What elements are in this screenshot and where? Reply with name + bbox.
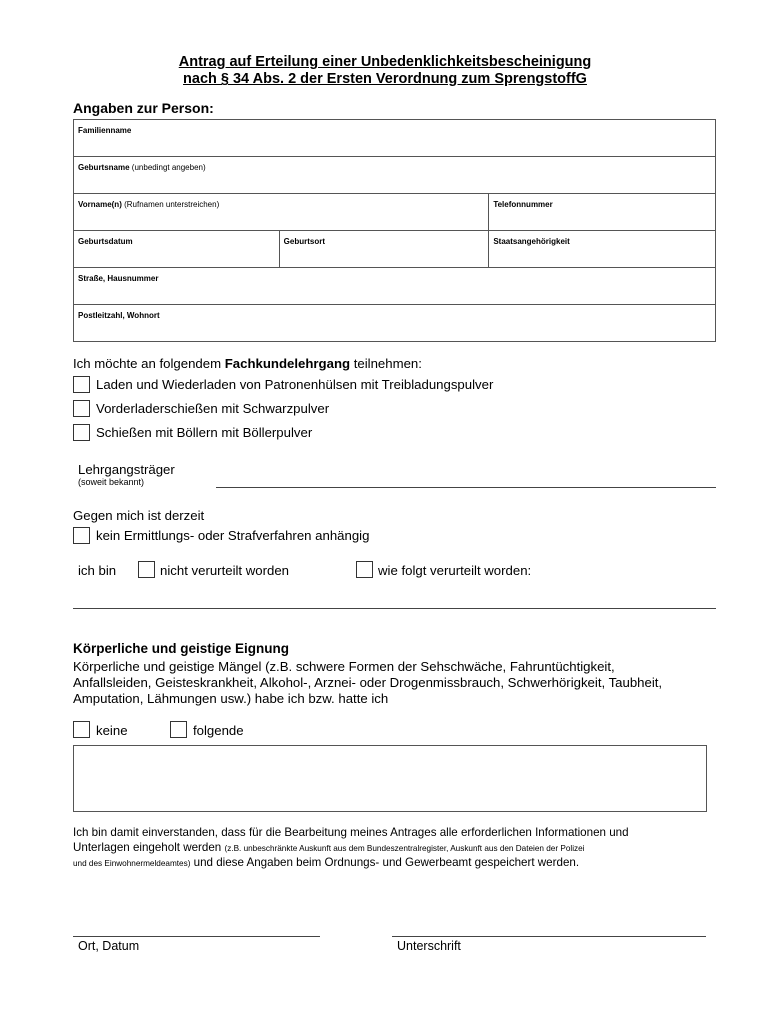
course-option-2-label: Vorderladerschießen mit Schwarzpulver xyxy=(96,401,330,416)
convicted-label: wie folgt verurteilt worden: xyxy=(378,563,532,578)
course-option-3-label: Schießen mit Böllern mit Böllerpulver xyxy=(96,425,313,440)
plz-ort-label: Postleitzahl, Wohnort xyxy=(78,311,160,320)
geburtsort-field[interactable] xyxy=(279,231,489,268)
course-intro-pre: Ich möchte an folgendem xyxy=(73,356,225,371)
strasse-field[interactable] xyxy=(74,268,716,305)
consent-line-3 xyxy=(73,856,579,869)
consent-line-2 xyxy=(73,841,584,854)
form-title-line-1: Antrag auf Erteilung einer Unbedenklichkeitsbescheinigung xyxy=(178,54,592,70)
lehrgangstraeger-label: Lehrgangsträger xyxy=(78,462,175,477)
conviction-details-line[interactable] xyxy=(73,608,716,609)
keine-checkbox[interactable] xyxy=(73,721,90,738)
person-section-heading: Angaben zur Person: xyxy=(73,100,214,116)
vorname-label: Vorname(n) xyxy=(78,200,122,209)
consent-line-3-post: und diese Angaben beim Ordnungs- und Gewerbeamt gespeichert werden. xyxy=(190,856,580,869)
person-details-table xyxy=(73,119,716,342)
course-option-3-checkbox[interactable] xyxy=(73,424,90,441)
course-option-1-label: Laden und Wiederladen von Patronenhülsen mit Treibladungspulver xyxy=(96,377,494,392)
fitness-heading: Körperliche und geistige Eignung xyxy=(73,641,290,656)
geburtsname-hint: (unbedingt angeben) xyxy=(129,163,206,172)
consent-line-2-small: (z.B. unbeschränkte Auskunft aus dem Bundeszentralregister, Auskunft aus den Dateien der Polizei xyxy=(224,844,585,853)
fitness-text-line-1: Körperliche und geistige Mängel (z.B. schwere Formen der Sehschwäche, Fahruntüchtigkeit, xyxy=(73,659,615,674)
convicted-checkbox[interactable] xyxy=(356,561,373,578)
not-convicted-checkbox[interactable] xyxy=(138,561,155,578)
course-intro-post: teilnehmen: xyxy=(350,356,422,371)
unterschrift-label: Unterschrift xyxy=(397,939,461,953)
folgende-label: folgende xyxy=(193,723,244,738)
strasse-label: Straße, Hausnummer xyxy=(78,274,159,283)
folgende-checkbox[interactable] xyxy=(170,721,187,738)
telefon-label: Telefonnummer xyxy=(493,200,553,209)
vorname-hint: (Rufnamen unterstreichen) xyxy=(121,200,220,209)
course-option-1-checkbox[interactable] xyxy=(73,376,90,393)
geburtsdatum-field[interactable] xyxy=(74,231,280,268)
lehrgangstraeger-hint: (soweit bekannt) xyxy=(78,477,145,487)
course-option-2-checkbox[interactable] xyxy=(73,400,90,417)
geburtsdatum-label: Geburtsdatum xyxy=(78,237,133,246)
fitness-text-line-2: Anfallsleiden, Geisteskrankheit, Alkohol-, Arznei- oder Drogenmissbrauch, Schwerhörigkeit, Taubheit, xyxy=(73,675,663,690)
ort-datum-line[interactable] xyxy=(73,936,320,937)
geburtsort-label: Geburtsort xyxy=(283,237,326,246)
legal-intro: Gegen mich ist derzeit xyxy=(73,508,205,523)
vorname-field[interactable] xyxy=(74,194,489,231)
consent-line-3-small: und des Einwohnermeldeamtes) xyxy=(73,859,191,868)
ich-bin-label: ich bin xyxy=(78,563,117,578)
familienname-field[interactable] xyxy=(74,120,716,157)
consent-line-1: Ich bin damit einverstanden, dass für die Bearbeitung meines Antrages alle erforderlichen Informationen und xyxy=(73,826,629,839)
keine-label: keine xyxy=(96,723,128,738)
unterschrift-line[interactable] xyxy=(392,936,706,937)
fitness-details-box[interactable] xyxy=(73,745,707,812)
no-proceedings-checkbox[interactable] xyxy=(73,527,90,544)
no-proceedings-label: kein Ermittlungs- oder Strafverfahren anhängig xyxy=(96,528,370,543)
geburtsname-label: Geburtsname xyxy=(78,163,130,172)
course-intro-bold: Fachkundelehrgang xyxy=(224,356,351,371)
course-intro xyxy=(73,356,422,371)
plz-ort-field[interactable] xyxy=(74,305,716,342)
telefon-field[interactable] xyxy=(489,194,716,231)
form-title-line-2: nach § 34 Abs. 2 der Ersten Verordnung zum SprengstoffG xyxy=(183,71,587,87)
lehrgangstraeger-input-line[interactable] xyxy=(216,487,716,488)
geburtsname-field[interactable] xyxy=(74,157,716,194)
ort-datum-label: Ort, Datum xyxy=(78,939,140,953)
fitness-text-line-3: Amputation, Lähmungen usw.) habe ich bzw. hatte ich xyxy=(73,691,389,706)
staatsangehoerigkeit-label: Staatsangehörigkeit xyxy=(493,237,570,246)
consent-line-2-pre: Unterlagen eingeholt werden xyxy=(73,841,225,854)
staatsangehoerigkeit-field[interactable] xyxy=(489,231,716,268)
familienname-label: Familienname xyxy=(78,126,132,135)
not-convicted-label: nicht verurteilt worden xyxy=(160,563,290,578)
